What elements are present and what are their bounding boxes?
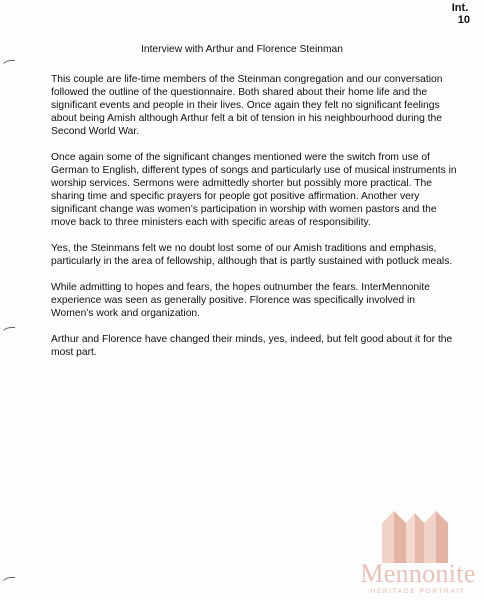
interview-number-label bbox=[452, 2, 470, 26]
binder-hole-mark bbox=[0, 327, 15, 338]
document-body bbox=[51, 73, 459, 372]
interview-label-prefix: Int. bbox=[451, 2, 469, 14]
mennonite-heritage-watermark bbox=[356, 505, 480, 599]
watermark-name: Mennonite bbox=[360, 559, 476, 588]
interview-label-number: 10 bbox=[457, 14, 470, 26]
paragraph: This couple are life-time members of the Steinman congregation and our conversation followed the outline of the questionnaire. Both shared about their home life and the significant events and people in their lives. Once again they felt no significant feelings about being Amish although Arthur felt a bit of tension in his neighbourhood during the Second World War. bbox=[51, 74, 443, 137]
paragraph: While admitting to hopes and fears, the hopes outnumber the fears. InterMennonite experience was seen as generally positive. Florence was specifically involved in Women’s work and organization. bbox=[51, 282, 430, 319]
binder-hole-mark bbox=[0, 60, 15, 71]
document-title: Interview with Arthur and Florence Steinman bbox=[140, 44, 344, 55]
watermark-subtitle: HERITAGE PORTRAIT bbox=[370, 588, 466, 595]
logo-mark-icon bbox=[382, 505, 448, 563]
paragraph: Once again some of the significant changes mentioned were the switch from use of German to English, different types of songs and particularly use of musical instruments in worship services. Sermons were admittedly shorter but possibly more practical. The sharing time and specific prayers for people got positive affirmation. Another very significant change was women’s participation in worship with women pastors and the move back to three ministers each with specific areas of responsibility. bbox=[51, 152, 457, 228]
paragraph: Arthur and Florence have changed their minds, yes, indeed, but felt good about it for the most part. bbox=[51, 334, 453, 358]
paragraph: Yes, the Steinmans felt we no doubt lost some of our Amish traditions and emphasis, particularly in the area of fellowship, although that is partly sustained with potluck meals. bbox=[51, 243, 453, 267]
binder-hole-mark bbox=[0, 577, 15, 588]
